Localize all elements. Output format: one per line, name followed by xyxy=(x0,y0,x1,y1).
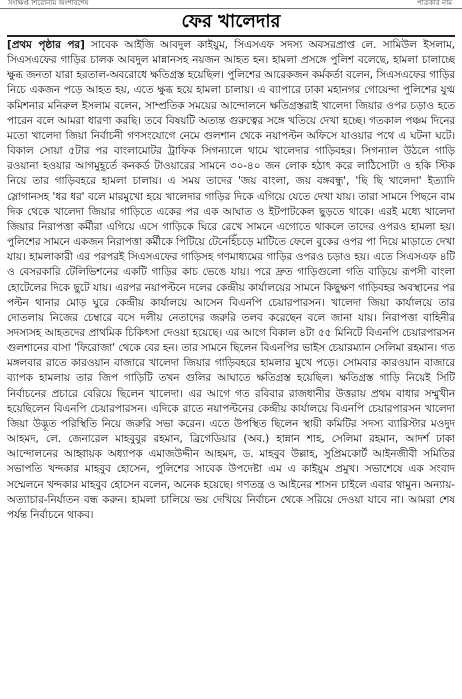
article-body-text: সাবেক আইজি আবদুল কাইয়ুম, সিএসএফ সদস্য অবসরপ্রাপ্ত লে. সামিউল ইসলাম, সিএসএফের গাড়ির চালক আবদুল মান্নানসহ নয়জন আহত হন। হামলা প্রসঙ্গে পুলিশ বলেছে, হামলা চালাচ্ছে ক্ষুব্ধ জনতা যারা হরতাল-অবরোধে ক্ষতিগ্রস্ত হয়েছিল। পুলিশের আরেকজন কর্মকর্তা বলেন, সিএসএফের গাড়ির নিচে একজন পড়ে আহত হয়, এতে ক্ষুব্ধ হয়ে হামলা চালায়। এ ব্যাপারে ঢাকা মহানগর গোয়েন্দা পুলিশের যুগ্ম কমিশনার মনিরুল ইসলাম বলেন, সাম্প্রতিক সময়ের আন্দোলনে ক্ষতিগ্রস্তরাই খালেদা জিয়ার ওপর চড়াও হতে পারেন বলে আমরা ধারণা করছি। তবে বিষয়টি অত্যন্ত গুরুত্বের সঙ্গে খতিয়ে দেখা হচ্ছে। গতকাল পঞ্চম দিনের মতো খালেদা জিয়া নির্বাচনী গণসংযোগে নেমে গুলশান থেকে নয়াপল্টন অফিসে যাওয়ার পথে এ ঘটনা ঘটে। বিকাল সোয়া ৫টার পর বাংলামোটর ট্রাফিক সিগন্যালে থামে খালেদার গাড়িবহর। সিগন্যাল উঠলে গাড়ি রওয়ানা হওয়ার আগমুহূর্তে কনকর্ড টাওয়ারের সামনে ৩০-৪০ জন লোক হঠাৎ করে লাঠিসোটা ও হকি স্টিক নিয়ে তার গাড়িবহরে হামলা চালায়। এ সময় তাদের 'জয় বাংলা, জয় বঙ্গবন্ধু', 'ছি ছি খালেদা' ইত্যাদি স্লোগানসহ 'ধর ধর' বলে মারমুখো হয়ে খালেদার গাড়ির দিকে এগিয়ে যেতে দেখা যায়। তারা সামনে পিছনে বাম দিক থেকে খালেদা জিয়ার গাড়িতে একের পর এক আঘাত ও ইটপাটকেল ছুড়তে থাকে। এরই মধ্যে খালেদা জিয়ার নিরাপত্তা কর্মীরা এগিয়ে এসে গাড়িকে ঘিরে রেখে সামনে এগোতে থাকলে তাদের ওপরও হামলা হয়। পুলিশের সামনে একজন নিরাপত্তা কর্মীকে পিটিয়ে টেনেহিঁচড়ে মাটিতে ফেলে বুকের ওপর পা দিয়ে মাড়াতে দেখা যায়। হামলাকারী এর পরপরই সিএসএফের গাড়িসহ গণমাধ্যমের গাড়ির ওপরও চড়াও হয়। এতে সিএসএফ ৪টি ও বেসরকারি টেলিভিশনের একটি গাড়ির কাচ ভেঙে যায়। পরে দ্রুত গাড়িগুলো গতি বাড়িয়ে রূপসী বাংলা হোটেলের দিকে ছুটে যায়। এরপর নয়াপল্টনে দলের কেন্দ্রীয় কার্যালয়ের সামনে কিছুক্ষণ গাড়িবহর অবস্থানের পর পল্টন থানার মোড় ঘুরে কেন্দ্রীয় কার্যালয়ে আসেন বিএনপি চেয়ারপারসন। খালেদা জিয়া কার্যালয়ে তার দোতলায় নিজের চেম্বারে বসে দলীয় নেতাদের জরুরি তলব করেছেন বলে জানা যায়। নিরাপত্তা বাহিনীর সদস্যসহ আহতদের প্রাথমিক চিকিৎসা দেওয়া হয়েছে। এর আগে বিকাল ৪টা ৫৫ মিনিটে বিএনপি চেয়ারপারসন গুলশানের বাসা 'ফিরোজা' থেকে বের হন। তার সামনে ছিলেন বিএনপির ভাইস চেয়ারম্যান সেলিমা রহমান। গত মঙ্গলবার রাতে কারওয়ান বাজারে খালেদা জিয়ার গাড়িবহরে হামলার মুখে পড়ে। সোমবার কারওয়ান বাজারে ব্যাপক হামলায় তার জিপ গাড়িটি তখন গুলির আঘাতে ক্ষতিগ্রস্ত হয়েছিল। ক্ষতিগ্রস্ত গাড়ি নিয়েই সিটি নির্বাচনের প্রচারে বেরিয়ে ছিলেন খালেদা। এর আগে গত রবিবার রাজধানীর উত্তরায় প্রথম বাধার সম্মুখীন হয়েছিলেন বিএনপি চেয়ারপারসন। এদিকে রাতে নয়াপল্টনের কেন্দ্রীয় কার্যালয়ে বিএনপি চেয়ারপারসন খালেদা জিয়া উদ্ভূত পরিস্থিতি নিয়ে জরুরি সভা করেন। এতে উপস্থিত ছিলেন স্থায়ী কমিটির সদস্য ব্যারিস্টার মওদুদ আহমদ, লে. জেনারেল মাহবুবুর রহমান, ব্রিগেডিয়ার (অব.) হান্নান শাহ, সেলিমা রহমান, আদর্শ ঢাকা আন্দোলনের আহ্বায়ক অধ্যাপক এমাজউদ্দীন আহমদ, ড. মাহবুব উল্লাহ, সুপ্রিমকোর্ট আইনজীবী সমিতির সভাপতি খন্দকার মাহবুব হোসেন, পুলিশের সাবেক উপদেষ্টা এম এ কাইয়ুম প্রমুখ। সভাশেষে এক সংবাদ সম্মেলনে খন্দকার মাহবুব হোসেন বলেন, অনেক হয়েছে। গণতন্ত্র ও আইনের শাসন চাইলে এবার থামুন। অন্যায়-অত্যাচার-নির্যাতন বন্ধ করুন। হামলা চালিয়ে ভয় দেখিয়ে নির্বাচন থেকে সরিয়ে দেওয়া যাবে না। আমরা শেষ পর্যন্ত নির্বাচনে থাকব। xyxy=(7,39,455,521)
clipping-header-right-text: পত্রিকার নাম xyxy=(417,0,452,7)
article-headline: ফের খালেদার xyxy=(181,11,281,32)
clipping-header xyxy=(0,0,462,9)
article-body xyxy=(7,38,455,694)
headline-divider xyxy=(7,35,455,37)
continuation-tag: [প্রথম পৃষ্ঠার পর] xyxy=(7,39,85,51)
clipping-header-left-text: সংক্ষিপ্ত শিরোনাম অংশবিশেষ xyxy=(8,0,89,7)
